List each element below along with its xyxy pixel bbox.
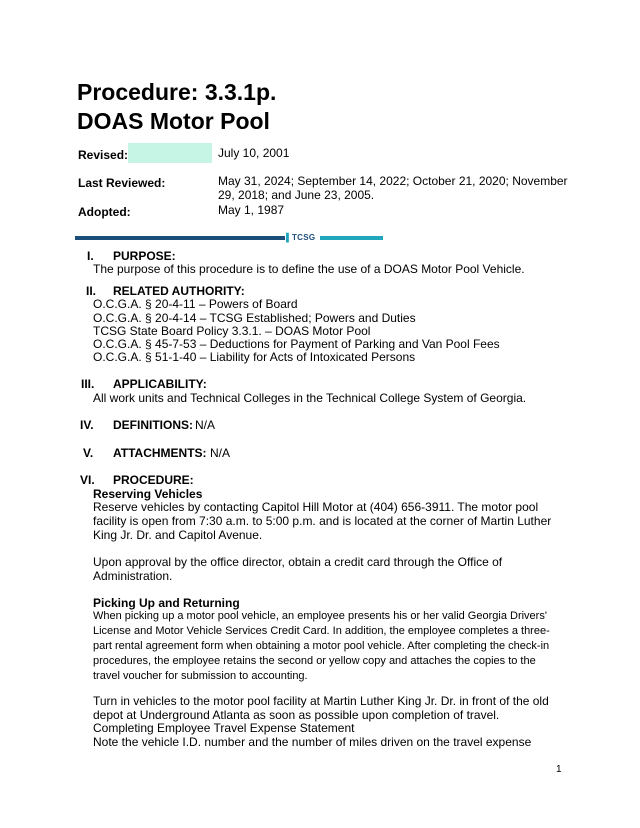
- section-number-attachments: V.: [83, 446, 94, 460]
- definitions-value: N/A: [195, 418, 216, 432]
- authority-item: O.C.G.A. § 20-4-11 – Powers of Board: [93, 297, 298, 311]
- approval-line: Administration.: [93, 569, 173, 583]
- divider-bar-right: [320, 236, 383, 240]
- section-heading-procedure: PROCEDURE:: [113, 473, 194, 487]
- last-reviewed-value-line2: 29, 2018; and June 23, 2005.: [218, 188, 375, 202]
- picking-line: travel voucher for submission to accounting.: [93, 670, 308, 682]
- page-number: 1: [556, 764, 562, 775]
- adopted-label: Adopted:: [78, 205, 131, 219]
- revised-value: July 10, 2001: [218, 146, 290, 160]
- turnin-line: Note the vehicle I.D. number and the number of miles driven on the travel expense: [93, 735, 532, 749]
- section-number-procedure: VI.: [80, 473, 95, 487]
- purpose-text: The purpose of this procedure is to define the use of a DOAS Motor Pool Vehicle.: [93, 262, 525, 276]
- last-reviewed-label: Last Reviewed:: [78, 176, 166, 190]
- revised-label: Revised:: [78, 148, 129, 162]
- reserving-line: facility is open from 7:30 a.m. to 5:00 p.m. and is located at the corner of Martin Luther: [93, 514, 552, 528]
- section-heading-purpose: PURPOSE:: [113, 249, 176, 263]
- authority-item: O.C.G.A. § 45-7-53 – Deductions for Payment of Parking and Van Pool Fees: [93, 337, 500, 351]
- authority-item: O.C.G.A. § 51-1-40 – Liability for Acts of Intoxicated Persons: [93, 350, 416, 364]
- section-number-definitions: IV.: [80, 418, 94, 432]
- section-number-applicability: III.: [81, 377, 95, 391]
- reserving-line: Reserve vehicles by contacting Capitol Hill Motor at (404) 656-3911. The motor pool: [93, 500, 539, 514]
- divider-bar-left: [75, 236, 285, 240]
- authority-item: O.C.G.A. § 20-4-14 – TCSG Established; Powers and Duties: [93, 311, 416, 325]
- picking-line: When picking up a motor pool vehicle, an employee presents his or her valid Georgia Drivers': [93, 610, 547, 622]
- turnin-line: Completing Employee Travel Expense Statement: [93, 721, 355, 735]
- adopted-value: May 1, 1987: [218, 203, 285, 217]
- section-heading-applicability: APPLICABILITY:: [113, 377, 207, 391]
- approval-line: Upon approval by the office director, obtain a credit card through the Office of: [93, 555, 503, 569]
- section-number-purpose: I.: [87, 249, 94, 263]
- reserving-line: King Jr. Dr. and Capitol Avenue.: [93, 528, 263, 542]
- page-title-line2: DOAS Motor Pool: [77, 108, 270, 134]
- section-heading-authority: RELATED AUTHORITY:: [113, 284, 245, 298]
- turnin-line: Turn in vehicles to the motor pool facility at Martin Luther King Jr. Dr. in front of the old: [93, 694, 549, 708]
- tcsg-logo: [286, 233, 315, 242]
- section-number-authority: II.: [86, 284, 97, 298]
- subheading-picking-up: Picking Up and Returning: [93, 596, 240, 610]
- picking-line: License and Motor Vehicle Services Credit Card. In addition, the employee completes a three-: [93, 625, 550, 637]
- applicability-text: All work units and Technical Colleges in the Technical College System of Georgia.: [93, 391, 527, 405]
- logo-text: TCSG: [291, 233, 316, 242]
- turnin-line: depot at Underground Atlanta as soon as possible upon completion of travel.: [93, 708, 500, 722]
- subheading-reserving-vehicles: Reserving Vehicles: [93, 487, 203, 501]
- revised-highlight: [128, 143, 212, 163]
- picking-line: part rental agreement form when obtaining a motor pool vehicle. After completing the check-in: [93, 640, 550, 652]
- picking-line: procedures, the employee retains the second or yellow copy and attaches the copies to the: [93, 655, 536, 667]
- section-heading-attachments: ATTACHMENTS:: [113, 446, 207, 460]
- authority-item: TCSG State Board Policy 3.3.1. – DOAS Motor Pool: [93, 324, 371, 338]
- last-reviewed-value-line1: May 31, 2024; September 14, 2022; October 21, 2020; November: [218, 174, 568, 188]
- page-title-line1: Procedure: 3.3.1p.: [77, 79, 277, 105]
- logo-mark: ▌: [286, 233, 292, 242]
- attachments-value: N/A: [210, 446, 231, 460]
- section-heading-definitions: DEFINITIONS:: [113, 418, 193, 432]
